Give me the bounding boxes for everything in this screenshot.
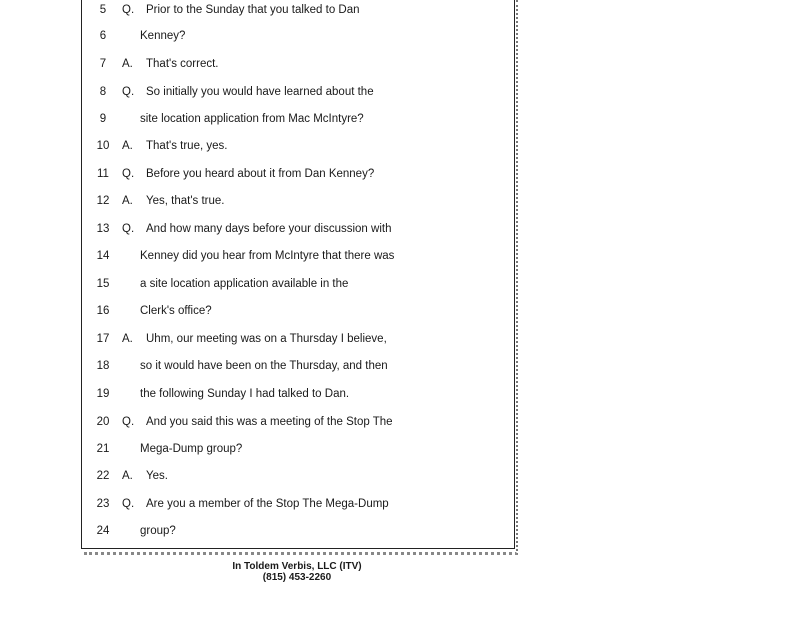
line-number: 7 [99,58,107,70]
speaker-label: A. [122,140,133,152]
transcript-line [82,466,512,486]
line-text: Prior to the Sunday that you talked to Dan [146,4,360,16]
speaker-label: Q. [122,86,135,98]
speaker-label: Q. [122,4,135,16]
line-text: Mega-Dump group? [140,443,243,455]
transcript-line [82,301,512,321]
line-number: 11 [97,168,109,180]
transcript-line [82,219,512,239]
line-text: Kenney? [140,30,186,42]
transcript-page [81,0,515,549]
line-text: Yes. [146,470,168,482]
speaker-label: A. [122,333,133,345]
footer-phone: (815) 453-2260 [262,572,332,583]
line-text: And how many days before your discussion with [146,223,392,235]
transcript-line [82,109,512,129]
line-number: 23 [96,498,110,510]
line-number: 8 [99,86,107,98]
transcript-line [82,439,512,459]
speaker-label: Q. [122,168,135,180]
transcript-line [82,136,512,156]
line-text: site location application from Mac McIntyre? [140,113,364,125]
line-number: 21 [96,443,110,455]
transcript-line [82,521,512,541]
footer-company: In Toldem Verbis, LLC (ITV) [232,561,362,572]
line-number: 13 [96,223,110,235]
transcript-line [82,412,512,432]
line-text: And you said this was a meeting of the Stop The [146,416,393,428]
line-number: 15 [96,278,110,290]
transcript-line [82,164,512,184]
line-number: 22 [96,470,110,482]
speaker-label: A. [122,195,133,207]
line-text: Uhm, our meeting was on a Thursday I believe, [146,333,387,345]
line-text: That's correct. [146,58,219,70]
transcript-line [82,494,512,514]
line-text: group? [140,525,176,537]
line-text: So initially you would have learned about the [146,86,374,98]
line-number: 18 [96,360,110,372]
line-number: 6 [99,30,107,42]
line-text: a site location application available in the [140,278,349,290]
line-number: 9 [99,113,107,125]
line-number: 20 [96,416,110,428]
line-text: Are you a member of the Stop The Mega-Dump [146,498,389,510]
transcript-line [82,356,512,376]
line-text: Clerk's office? [140,305,212,317]
transcript-line [82,191,512,211]
speaker-label: A. [122,470,133,482]
line-text: Before you heard about it from Dan Kenney? [146,168,375,180]
line-number: 12 [96,195,110,207]
transcript-line [82,384,512,404]
speaker-label: A. [122,58,133,70]
transcript-line [82,246,512,266]
page-footer [222,561,372,583]
line-number: 16 [96,305,110,317]
speaker-label: Q. [122,416,135,428]
line-number: 14 [96,250,110,262]
line-text: That's true, yes. [146,140,228,152]
transcript-line [82,26,512,46]
line-number: 17 [96,333,110,345]
line-number: 10 [96,140,110,152]
transcript-line [82,329,512,349]
line-text: the following Sunday I had talked to Dan. [140,388,350,400]
line-number: 19 [96,388,110,400]
line-text: Yes, that's true. [146,195,225,207]
line-text: Kenney did you hear from McIntyre that there was [140,250,395,262]
speaker-label: Q. [122,223,135,235]
speaker-label: Q. [122,498,135,510]
line-number: 24 [96,525,110,537]
transcript-line [82,82,512,102]
transcript-line [82,274,512,294]
line-number: 5 [99,4,107,16]
line-text: so it would have been on the Thursday, and then [140,360,388,372]
transcript-line [82,54,512,74]
transcript-line [82,0,512,20]
